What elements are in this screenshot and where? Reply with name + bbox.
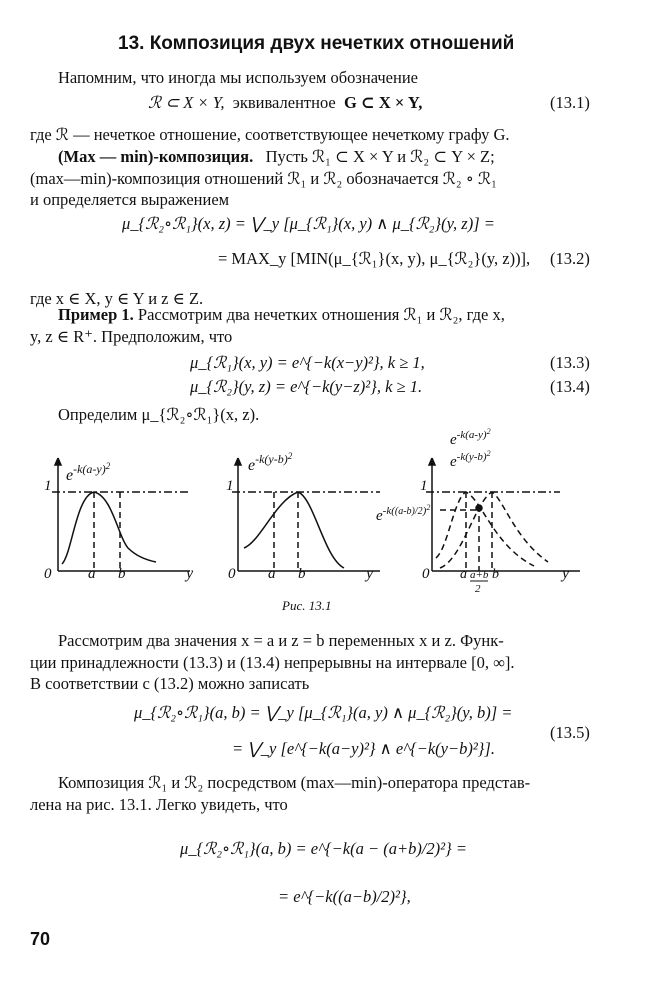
equation-13-1 (148, 92, 422, 113)
g3-a-label: a (460, 567, 467, 582)
g1-a-label: a (88, 566, 96, 582)
equation-result-line2: = e^{−k((a−b)/2)²}, (278, 887, 411, 906)
paragraph-where: где ℛ — нечеткое отношение, соответствующее нечеткому графу G. (30, 125, 510, 144)
paragraph-determine: Определим μ_{ℛ₂∘ℛ₁}(x, z). (58, 405, 260, 424)
g1-zero: 0 (44, 566, 52, 582)
paragraph-consider-values: Рассмотрим два значения x = a и z = b переменных x и z. Функ- (58, 631, 504, 650)
maxmin-heading: (Max — min)-композиция. (58, 147, 254, 166)
paragraph-accordance: В соответствии с (13.2) можно записать (30, 674, 310, 693)
eq1-number: (13.1) (550, 93, 590, 112)
eq4-number: (13.4) (550, 377, 590, 396)
figure-13-1 (0, 428, 649, 596)
g3-zero: 0 (422, 566, 430, 582)
g2-curve (244, 492, 344, 568)
paragraph-domains: где x ∈ X, y ∈ Y и z ∈ Z. (30, 289, 204, 308)
eq3-number: (13.3) (550, 353, 590, 372)
paragraph-continuous: ции принадлежности (13.3) и (13.4) непрерывны на интервале [0, ∞]. (30, 653, 515, 672)
paragraph-recall: Напомним, что иногда мы используем обозначение (58, 68, 418, 87)
g1-label: $e^{-k(a-y)2}$ (66, 461, 111, 484)
figure-caption: Рис. 13.1 (282, 598, 332, 613)
paragraph-maxmin (58, 146, 495, 167)
g1-b-label: b (118, 566, 126, 582)
paragraph-composition-fig: Композиция ℛ₁ и ℛ₂ посредством (max—min)-оператора представ- (58, 773, 531, 792)
paragraph-composition-notation: (max—min)-композиция отношений ℛ₁ и ℛ₂ обозначается ℛ₂ ∘ ℛ₁ (30, 169, 497, 188)
equation-13-5-line1: μ_{ℛ₂∘ℛ₁}(a, b) = ⋁_y [μ_{ℛ₁}(a, y) ∧ μ_{ℛ₂}(y, b)] = (134, 703, 513, 722)
g3-intersection-point (476, 505, 482, 511)
g1-curve (62, 492, 156, 564)
example-text: Рассмотрим два нечетких отношения ℛ₁ и ℛ₂, где x, (137, 305, 505, 324)
example-heading: Пример 1. (58, 305, 134, 324)
eq2-number: (13.2) (550, 249, 590, 268)
page-number: 70 (30, 929, 51, 949)
g3-b-label: b (492, 567, 499, 582)
g2-y-label: y (366, 565, 374, 582)
g2-a-label: a (268, 566, 276, 582)
g2-one: 1 (226, 478, 234, 494)
g3-one: 1 (420, 478, 428, 494)
example-1 (58, 304, 505, 325)
g3-label-left: $e^{-k(}(a-b)/2)^2$ (376, 503, 431, 524)
g2-b-label: b (298, 566, 306, 582)
graph-2 (232, 458, 380, 571)
eq1-left: ℛ ⊂ X × Y, (148, 93, 225, 112)
g1-one: 1 (44, 478, 52, 494)
equation-result-line1: μ_{ℛ₂∘ℛ₁}(a, b) = e^{−k(a − (a+b)/2)²} = (180, 839, 467, 858)
equation-13-4: μ_{ℛ₂}(y, z) = e^{−k(y−z)²}, k ≥ 1. (190, 377, 423, 396)
section-title: 13. Композиция двух нечетких отношений (118, 33, 515, 54)
eq5-number: (13.5) (550, 723, 590, 742)
g2-zero: 0 (228, 566, 236, 582)
equation-13-5-line2: = ⋁_y [e^{−k(a−y)²} ∧ e^{−k(y−b)²}]. (232, 739, 495, 758)
g3-mid-den: 2 (475, 583, 481, 595)
g3-label-mid: $e^{-k(y-b)2}$ (450, 449, 491, 470)
g2-label: $e^{-k(y-b)2}$ (248, 451, 293, 474)
paragraph-easy-see: лена на рис. 13.1. Легко увидеть, что (30, 795, 288, 814)
equation-13-2-line2: = MAX_y [MIN(μ_{ℛ₁}(x, y), μ_{ℛ₂}(y, z))], (218, 249, 531, 268)
maxmin-let: Пусть ℛ₁ ⊂ X × Y и ℛ₂ ⊂ Y × Z; (265, 147, 495, 166)
g3-label-top: $e^{-k(a-y)2}$ (450, 428, 491, 448)
g3-y-label: y (562, 565, 570, 582)
paragraph-suppose: y, z ∈ R⁺. Предположим, что (30, 327, 233, 346)
paragraph-defined-by: и определяется выражением (30, 190, 230, 209)
g3-mid-label: a+b (470, 569, 489, 581)
eq1-mid: эквивалентное (232, 93, 336, 112)
equation-13-2-line1: μ_{ℛ₂∘ℛ₁}(x, z) = ⋁_y [μ_{ℛ₁}(x, y) ∧ μ_{ℛ₂}(y, z)] = (122, 214, 495, 233)
graph-3 (426, 458, 580, 571)
g3-curve-a (436, 492, 534, 566)
equation-13-3: μ_{ℛ₁}(x, y) = e^{−k(x−y)²}, k ≥ 1, (190, 353, 425, 372)
g1-y-label: y (186, 565, 194, 582)
eq1-right: G ⊂ X × Y, (343, 93, 423, 112)
